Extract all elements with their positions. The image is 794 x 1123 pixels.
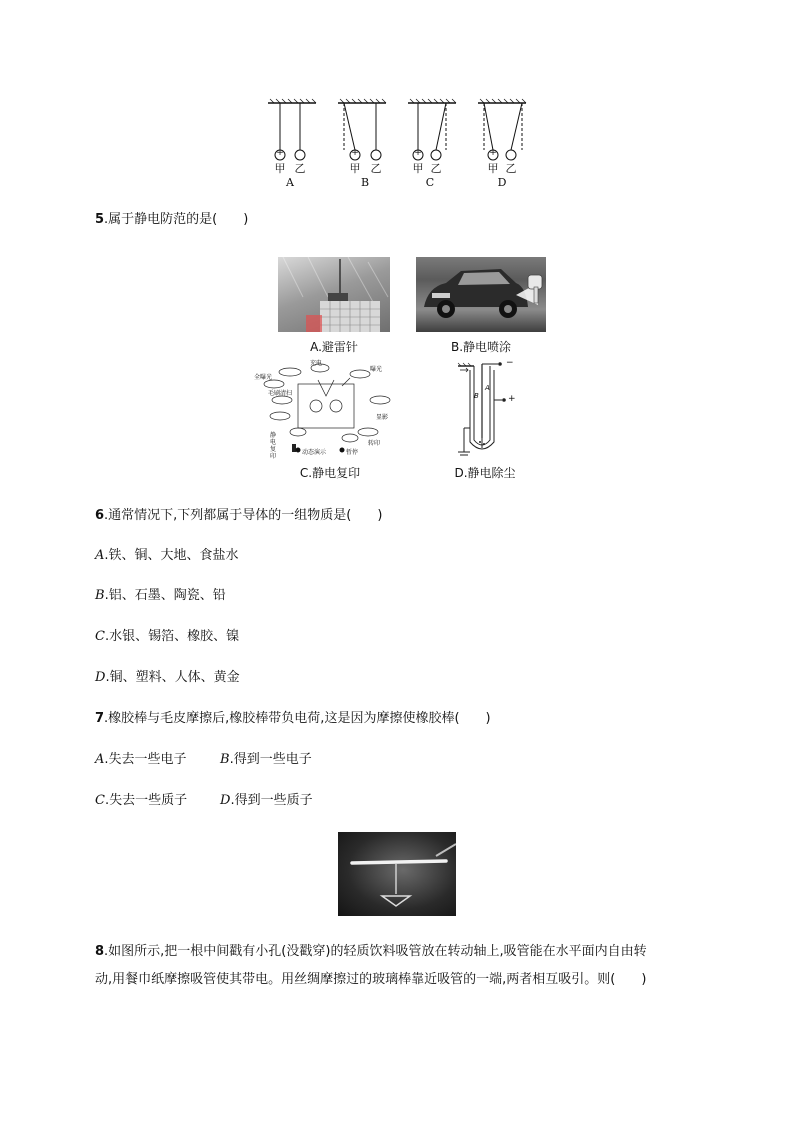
copier-label-demo: 动态演示 xyxy=(302,449,327,456)
copier-label-charge: 充电 xyxy=(310,360,323,367)
option-text: .得到一些质子 xyxy=(230,793,313,808)
option-text: .铜、塑料、人体、黄金 xyxy=(105,670,240,685)
option-letter: D xyxy=(95,670,106,685)
dust-label-plus: + xyxy=(508,394,516,404)
copier-label-exposure: 曝光 xyxy=(370,366,383,373)
ball-label-b-right: 乙 xyxy=(370,162,382,175)
question-8-line-2: 动,用餐巾纸摩擦吸管使其带电。用丝绸摩擦过的玻璃棒靠近吸管的一端,两者相互吸引。则( ) xyxy=(95,972,647,987)
question-7-option-d xyxy=(220,791,313,811)
copier-label-full-exposure: 全曝光 xyxy=(254,374,273,381)
image-electrostatic-spray xyxy=(416,257,546,332)
question-7-option-b xyxy=(220,750,312,770)
option-text: .铝、石墨、陶瓷、铅 xyxy=(104,588,226,603)
option-text: .水银、锡箔、橡胶、镍 xyxy=(104,629,240,644)
option-text: .铁、铜、大地、食盐水 xyxy=(104,548,239,563)
image-lightning-rod xyxy=(278,257,390,332)
question-6-number: 6 xyxy=(95,508,105,523)
copier-label-transfer: 转印 xyxy=(368,440,381,447)
ball-label-a-left: 甲 xyxy=(274,162,286,175)
option-letter: C xyxy=(95,629,105,644)
question-6 xyxy=(95,506,382,526)
copier-label-pause: 暂停 xyxy=(346,449,359,456)
option-text: .失去一些电子 xyxy=(104,752,187,767)
question-6-option-b xyxy=(95,586,226,606)
pendulum-option-a: A xyxy=(286,176,294,189)
image-straw-on-pivot xyxy=(338,832,456,916)
ball-label-c-left: 甲 xyxy=(412,162,424,175)
option-letter: A xyxy=(95,752,105,767)
question-6-option-a xyxy=(95,546,239,566)
pendulum-option-d: D xyxy=(497,176,507,189)
option-letter: A xyxy=(95,548,105,563)
question-5-text: .属于静电防范的是( ) xyxy=(104,212,249,227)
question-6-option-c xyxy=(95,627,239,647)
caption-c: C.静电复印 xyxy=(299,466,361,480)
lightning-rod-drawing xyxy=(278,257,390,332)
copier-label-develop: 显影 xyxy=(376,414,389,421)
copier-label-side: 静电复印 xyxy=(270,432,277,460)
option-text: .失去一些质子 xyxy=(104,793,188,808)
option-text: .得到一些电子 xyxy=(229,752,312,767)
option-letter: C xyxy=(95,793,105,808)
dust-label-a: A xyxy=(485,384,490,392)
caption-b: B.静电喷涂 xyxy=(450,340,512,354)
charge-plus-a: + xyxy=(276,148,284,158)
question-6-option-d xyxy=(95,668,240,688)
question-7-option-a xyxy=(95,750,187,770)
question-8-number: 8 xyxy=(95,944,105,959)
question-7-number: 7 xyxy=(95,711,105,726)
question-6-text: .通常情况下,下列都属于导体的一组物质是( ) xyxy=(104,508,383,523)
straw-drawing xyxy=(338,832,456,916)
question-7-option-c xyxy=(95,791,187,811)
question-8-line-1: .如图所示,把一根中间戳有小孔(没戳穿)的轻质饮料吸管放在转动轴上,吸管能在水平面内自由转 xyxy=(104,944,647,959)
charge-plus-d: + xyxy=(489,148,497,158)
question-5 xyxy=(95,210,248,230)
question-5-number: 5 xyxy=(95,212,105,227)
dust-label-b: B xyxy=(474,392,479,400)
pendulum-option-b: B xyxy=(360,176,370,189)
option-letter: B xyxy=(95,588,105,603)
charge-plus-c: + xyxy=(414,148,422,158)
pendulum-option-c: C xyxy=(425,176,435,189)
question-8-continued xyxy=(95,970,646,990)
copier-label-brush-clean: 毛刷清扫 xyxy=(268,390,293,397)
caption-d: D.静电除尘 xyxy=(454,466,516,480)
ball-label-a-right: 乙 xyxy=(294,162,306,175)
image-dust-removal xyxy=(450,358,530,458)
ball-label-b-left: 甲 xyxy=(349,162,361,175)
car-spray-drawing xyxy=(416,257,546,332)
caption-a: A.避雷针 xyxy=(310,340,358,354)
image-copier-diagram xyxy=(252,358,394,462)
question-7 xyxy=(95,709,491,729)
question-7-text: .橡胶棒与毛皮摩擦后,橡胶棒带负电荷,这是因为摩擦使橡胶棒( ) xyxy=(104,711,491,726)
ball-label-d-right: 乙 xyxy=(505,162,517,175)
dust-label-minus: − xyxy=(506,358,514,368)
question-8 xyxy=(95,942,647,962)
pendulum-figure xyxy=(260,96,540,196)
dust-removal-drawing xyxy=(450,358,530,458)
ball-label-c-right: 乙 xyxy=(430,162,442,175)
charge-plus-b: + xyxy=(351,148,359,158)
ball-label-d-left: 甲 xyxy=(487,162,499,175)
option-letter: D xyxy=(220,793,231,808)
option-letter: B xyxy=(220,752,230,767)
